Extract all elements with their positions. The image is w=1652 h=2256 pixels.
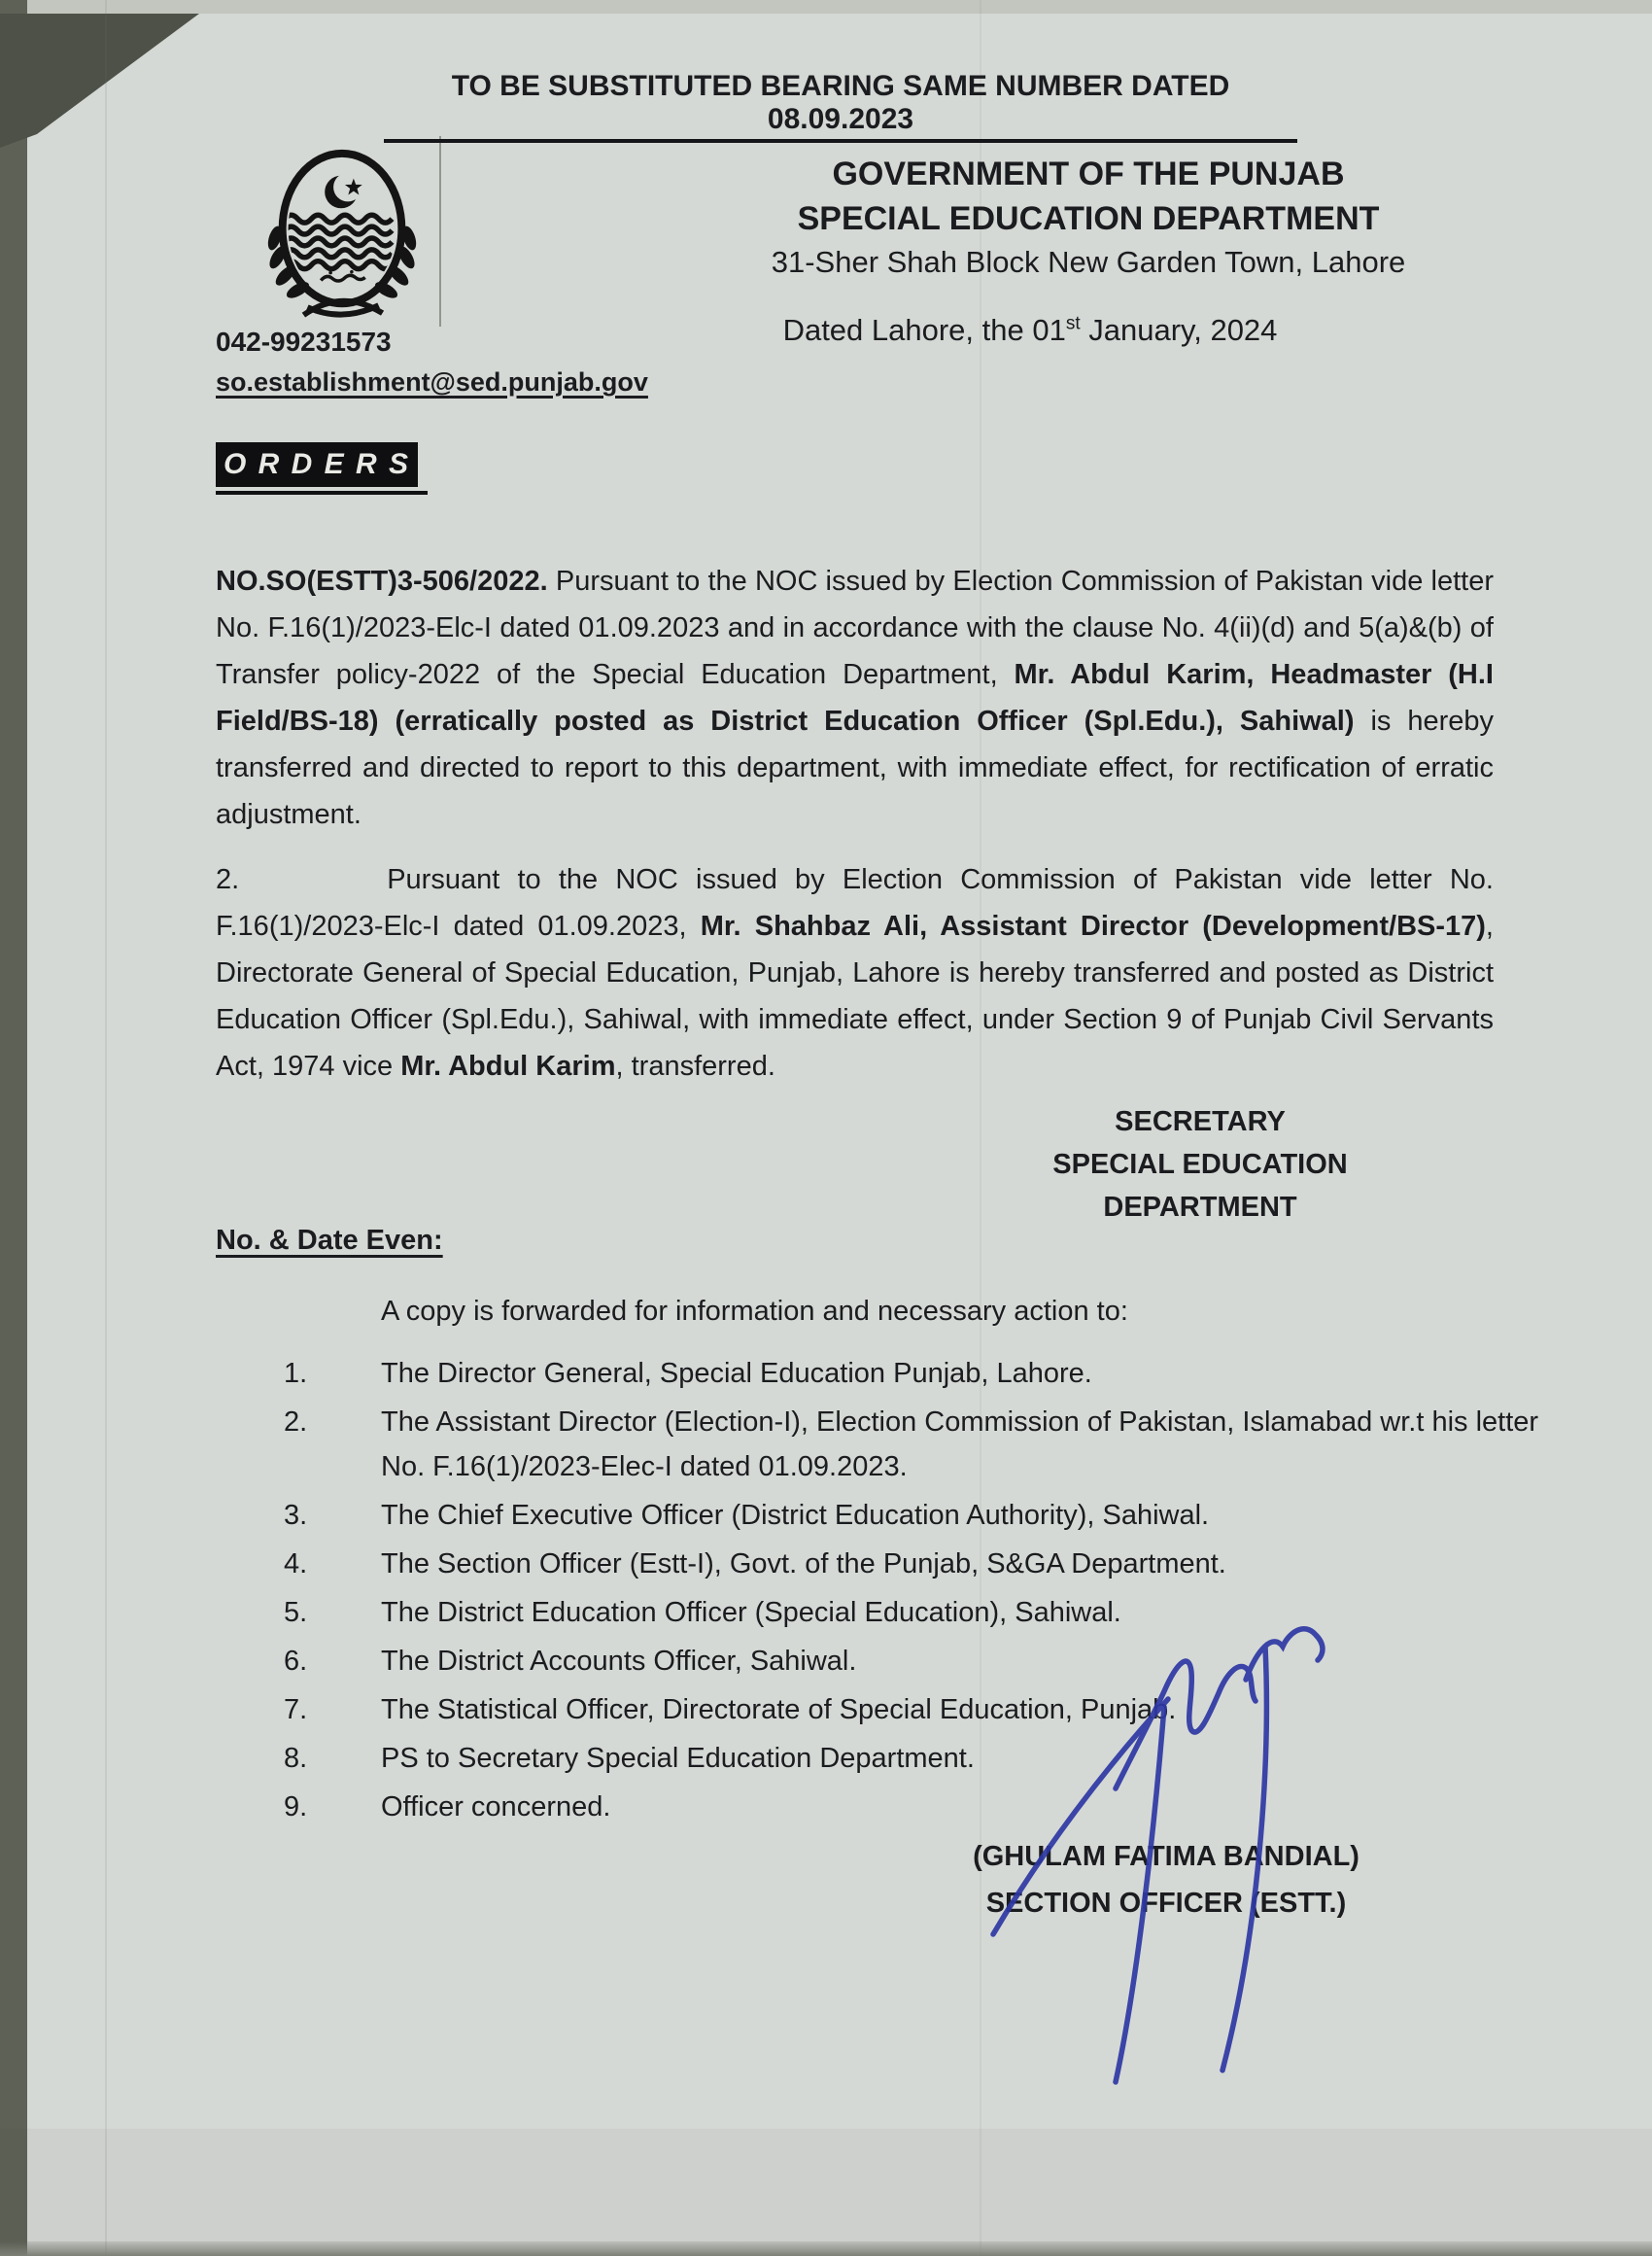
substitution-notice: TO BE SUBSTITUTED BEARING SAME NUMBER DATED 08.09.2023 [384,70,1297,143]
list-item: 1. The Director General, Special Education Punjab, Lahore. [284,1358,1092,1389]
logo-frame-line [439,136,441,327]
order-paragraph-2: 2. Pursuant to the NOC issued by Election Commission of Pakistan vide letter No. F.16(1)/2023-Elc-I dated 01.09.2023, Mr. Shahbaz Ali, Assistant Director (Development/BS-17), Directorate General of Special Education, Punjab, Lahore is hereby transferred and posted as District Education Officer (Spl.Edu.), Sahiwal, with immediate effect, under Section 9 of Punjab Civil Servants Act, 1974 vice Mr. Abdul Karim, transferred. [216,864,1494,1082]
order-number: NO.SO(ESTT)3-506/2022. [216,566,548,597]
copy-forwarded-line: A copy is forwarded for information and necessary action to: [381,1296,1128,1327]
government-name: GOVERNMENT OF THE PUNJAB [832,156,1345,192]
signatory-designation [986,1100,1414,1229]
scan-left-edge [0,0,27,2256]
date-ordinal: st [1065,313,1081,334]
list-item: 5. The District Education Officer (Special Education), Sahiwal. [284,1597,1121,1628]
signature-name-block [957,1833,1375,1926]
scan-top-edge [0,0,1652,14]
list-item: 9. Officer concerned. [284,1791,611,1822]
signatory-title: SECTION OFFICER (ESTT.) [985,1888,1347,1919]
phone-number: 042-99231573 [216,327,392,357]
distribution-list [284,1351,1547,1833]
department-name: SPECIAL EDUCATION DEPARTMENT [797,200,1380,237]
order-paragraph-1: NO.SO(ESTT)3-506/2022. Pursuant to the NOC issued by Election Commission of Pakistan vide letter No. F.16(1)/2023-Elc-I dated 01.09.2023 and in accordance with the clause No. 4(ii)(d) and 5(a)&(b) of Transfer policy-2022 of the Special Education Department, Mr. Abdul Karim, Headmaster (H.I Field/BS-18) (erratically posted as District Education Officer (Spl.Edu.), Sahiwal) is hereby transferred and directed to report to this department, with immediate effect, for rectification of erratic adjustment. [216,566,1494,830]
list-item: 3. The Chief Executive Officer (District Education Authority), Sahiwal. [284,1500,1210,1531]
scan-shadow-band [0,2129,1652,2256]
signatory-line: SPECIAL EDUCATION [1052,1149,1348,1180]
signatory-line: SECRETARY [1115,1106,1286,1137]
officer-name-bold: Mr. Abdul Karim [400,1051,616,1082]
letter-date [700,313,1360,348]
list-item: 4. The Section Officer (Estt-I), Govt. of the Punjab, S&GA Department. [284,1548,1226,1579]
letterhead [641,152,1535,284]
no-date-even-label: No. & Date Even: [216,1225,443,1256]
list-item: 2. The Assistant Director (Election-I), Election Commission of Pakistan, Islamabad wr.t his letter No. F.16(1)/2023-Elec-I dated 01.09.2023. [284,1406,1539,1482]
officer-name-bold: Mr. Abdul Karim, Headmaster (H.I Field/BS-18) (erratically posted as District Education Officer (Spl.Edu.), Sahiwal) [216,659,1494,737]
punjab-government-crest-icon [246,144,438,327]
department-address: 31-Sher Shah Block New Garden Town, Lahore [771,245,1406,279]
email-address: so.establishment@sed.punjab.gov [216,367,648,397]
list-item: 6. The District Accounts Officer, Sahiwal. [284,1646,857,1677]
orders-underline [216,491,428,495]
orders-heading: O R D E R S [216,442,418,487]
folded-corner [0,0,311,165]
list-item: 7. The Statistical Officer, Directorate of Special Education, Punjab. [284,1694,1177,1725]
paragraph-number: 2. [216,864,240,895]
list-item: 8. PS to Secretary Special Education Department. [284,1743,975,1774]
date-text: January, 2024 [1080,313,1278,347]
signatory-line: DEPARTMENT [1103,1192,1297,1223]
paper-fold-line [105,0,107,2256]
scan-bottom-edge [0,2241,1652,2256]
date-text: Dated Lahore, the 01 [782,313,1066,347]
signatory-name: (GHULAM FATIMA BANDIAL) [973,1841,1359,1872]
officer-name-bold: Mr. Shahbaz Ali, Assistant Director (Development/BS-17) [700,911,1486,942]
